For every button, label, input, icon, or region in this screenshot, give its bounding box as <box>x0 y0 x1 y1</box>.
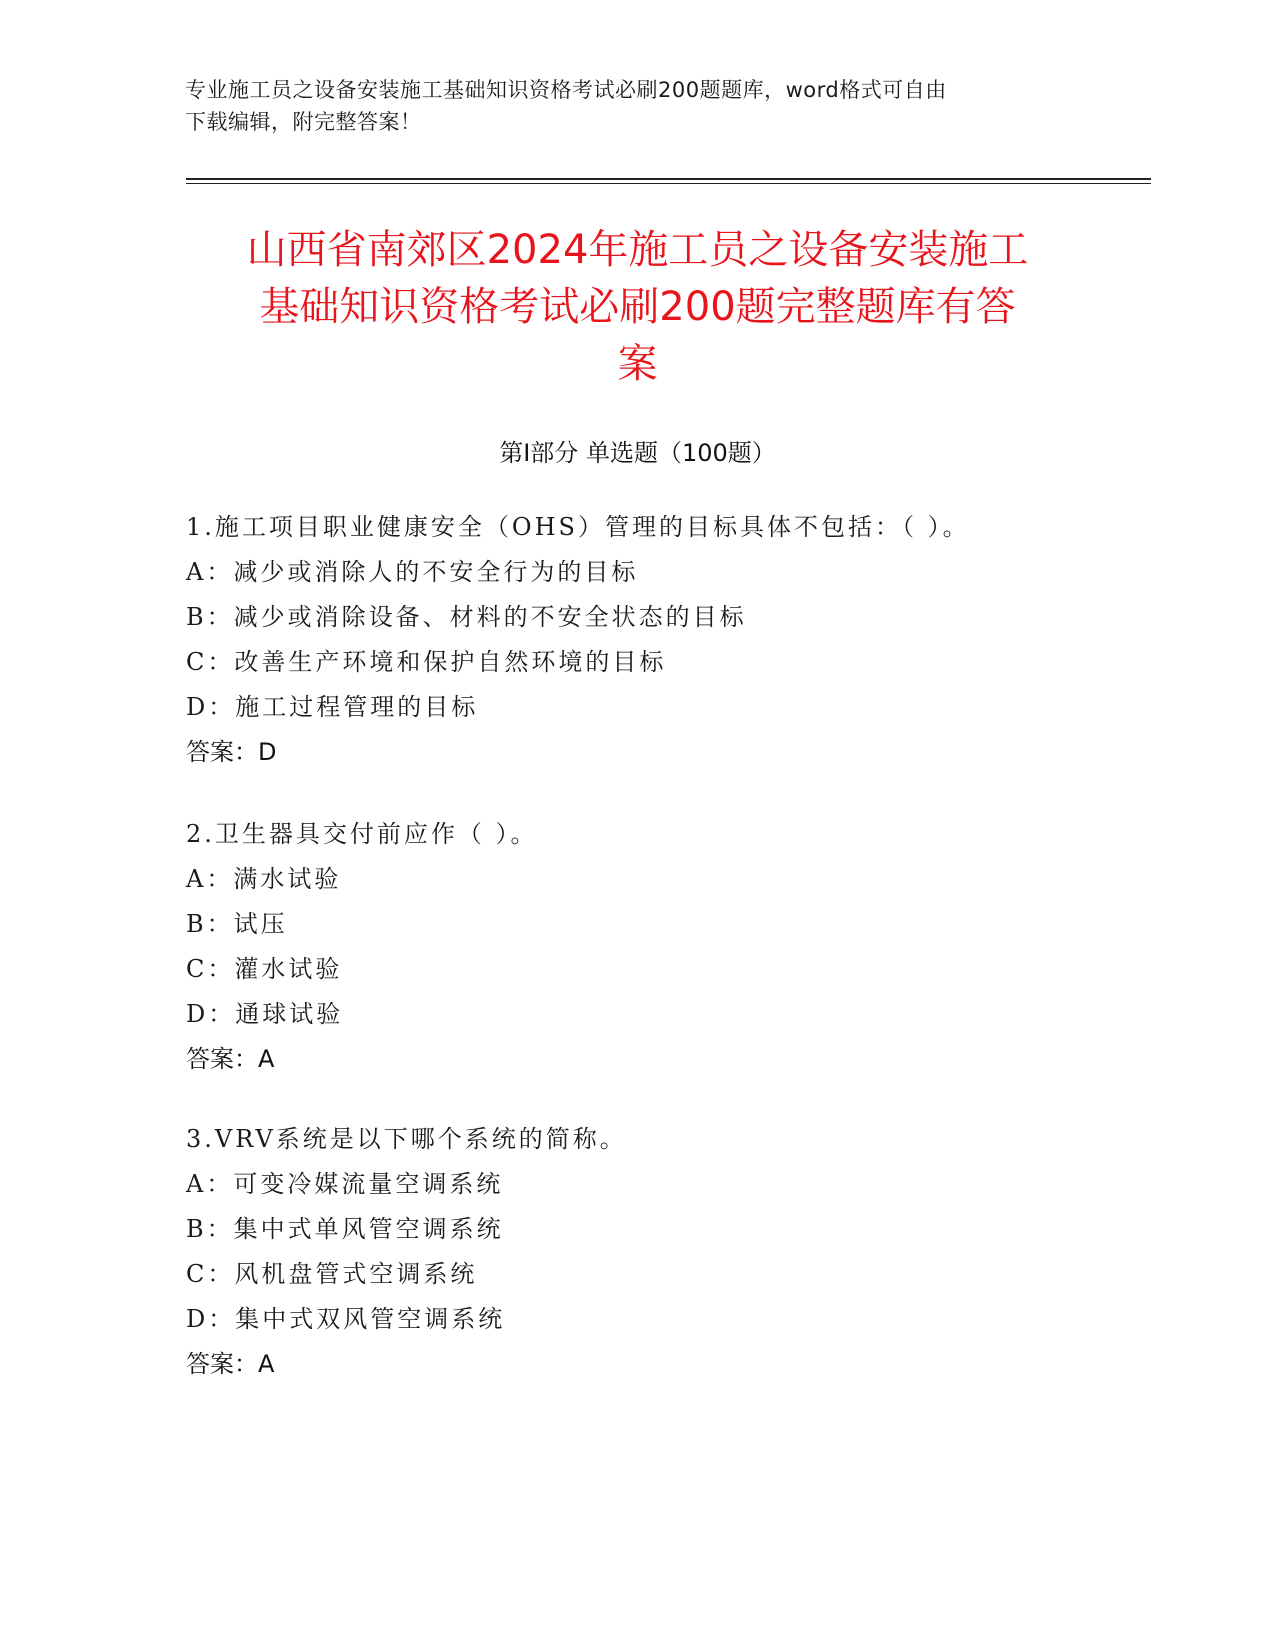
question-2 <box>186 812 1136 1082</box>
answer: 答案：D <box>186 738 277 766</box>
option-a: A：可变冷媒流量空调系统 <box>186 1170 504 1198</box>
option-d: D：通球试验 <box>186 1000 344 1028</box>
header-rule-thin <box>186 183 1151 184</box>
header-rule-thick <box>186 178 1151 180</box>
answer: 答案：A <box>186 1045 275 1073</box>
title-line-3: 案 <box>617 341 658 387</box>
option-d: D：集中式双风管空调系统 <box>186 1305 506 1333</box>
title-line-2: 基础知识资格考试必刷200题完整题库有答 <box>259 284 1016 330</box>
option-c: C：灌水试验 <box>186 955 343 983</box>
question-3 <box>186 1117 1136 1387</box>
answer: 答案：A <box>186 1350 275 1378</box>
option-c: C：风机盘管式空调系统 <box>186 1260 478 1288</box>
option-a: A：满水试验 <box>186 865 342 893</box>
option-d: D：施工过程管理的目标 <box>186 693 479 721</box>
option-b: B：减少或消除设备、材料的不安全状态的目标 <box>186 603 747 631</box>
question-1 <box>186 505 1136 775</box>
header-note <box>185 74 1085 138</box>
option-b: B：集中式单风管空调系统 <box>186 1215 504 1243</box>
title-line-1: 山西省南郊区2024年施工员之设备安装施工 <box>246 227 1029 273</box>
document-title <box>140 222 1135 393</box>
question-stem: 1.施工项目职业健康安全（OHS）管理的目标具体不包括：（ ）。 <box>186 513 970 541</box>
option-a: A：减少或消除人的不安全行为的目标 <box>186 558 639 586</box>
section-heading: 第Ⅰ部分 单选题（100题） <box>499 439 776 467</box>
header-note-line-1: 专业施工员之设备安装施工基础知识资格考试必刷200题题库，word格式可自由 <box>185 78 947 102</box>
question-stem: 3.VRV系统是以下哪个系统的简称。 <box>186 1125 627 1153</box>
option-c: C：改善生产环境和保护自然环境的目标 <box>186 648 667 676</box>
question-stem: 2.卫生器具交付前应作（ ）。 <box>186 820 538 848</box>
option-b: B：试压 <box>186 910 288 938</box>
header-note-line-2: 下载编辑，附完整答案！ <box>185 110 422 134</box>
